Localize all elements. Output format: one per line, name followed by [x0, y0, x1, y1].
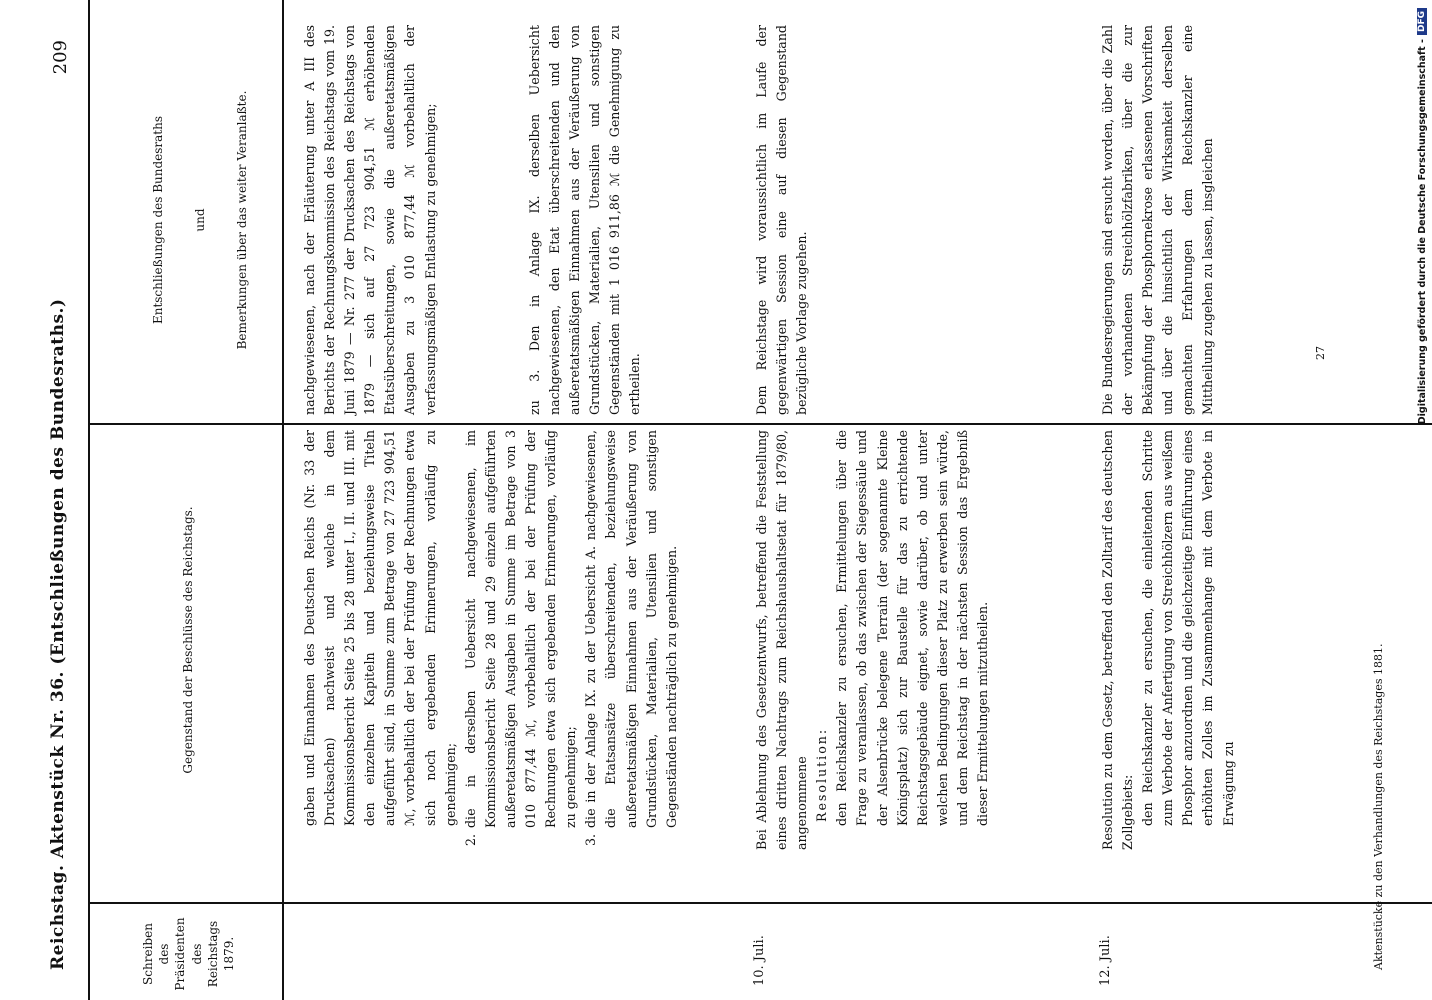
row-date-12-juli: 12. Juli. — [1098, 935, 1113, 986]
table-header-rule — [282, 0, 284, 1000]
resolution-text: den Reichskanzler zu ersuchen, Ermittelungen über die Frage zu veranlassen, ob das zwischen der Siegessäule und der Alsenbrücke belegene Terrain (der sogenannte Kleine Königsplatz) sich zur Baustelle für das zu errichtende Reichstagsgebäude eignet, sowie darüber, ob und unter welchen Bedingungen dieser Platz zu erwerben sein würde, und dem Reichstag in der nächsten Session das Ergebniß dieser Ermittelungen mitzutheilen. — [834, 430, 991, 826]
subject-item-2 — [461, 430, 582, 850]
subject-intro: Bei Ablehnung des Gesetzentwurfs, betreffend die Feststellung eines dritten Nachtrags zum Reichshaushaltsetat für 1879/80, angenommene — [754, 430, 810, 850]
subject-intro: Resolution zu dem Gesetz, betreffend den Zolltarif des deutschen Zollgebiets: — [1100, 430, 1136, 850]
item-number: 3. — [583, 834, 599, 847]
dfg-logo: DFG — [1417, 8, 1427, 35]
column-heading-subject: Gegenstand der Beschlüsse des Reichstags. — [181, 506, 195, 774]
digitization-note-inner — [1412, 8, 1432, 808]
page-number: 209 — [50, 40, 71, 75]
subject-item-3 — [581, 430, 681, 850]
row-12-juli-subject — [1098, 430, 1239, 850]
resolution-label: Resolution: — [814, 727, 830, 822]
decisions-heading-line1: Entschließungen des Bundesraths — [151, 115, 165, 325]
column-heading-decisions — [150, 25, 251, 415]
column-divider-2 — [88, 424, 1432, 426]
item-text: die in der Anlage IX. zu der Uebersicht A. nachgewiesenen, die Etatsansätze überschreitenden, beziehungsweise außeretatsmäßigen Einnahmen aus der Veräußerung von Grundstücken, Materialien, Utensilien und sonstigen Gegenständen nachträglich zu genehmigen. — [583, 430, 679, 828]
decisions-heading-line3: Bemerkungen über das weiter Veranlaßte. — [235, 90, 250, 350]
resolution-text: den Reichskanzler zu ersuchen, die einleitenden Schritte zum Verbote der Anfertigung von Streichhölzern aus weißem Phosphor anzuordnen und die gleichzeitige Einführung eines erhöhten Zolles im Zusammenhange mit dem Verbote in Erwägung zu — [1140, 430, 1236, 826]
row-continuation-decision — [300, 25, 645, 415]
row-date-10-juli: 10. Juli. — [752, 935, 767, 986]
digitization-note — [1412, 8, 1432, 808]
column-heading-date: Schreiben des Präsidenten des Reichstags 1879. — [141, 917, 236, 991]
running-header: Reichstag. Aktenstück Nr. 36. (Entschließungen des Bundesraths.) — [48, 298, 68, 970]
footer-signature-mark: 27 — [1314, 346, 1327, 360]
table-top-rule — [88, 0, 90, 1000]
footer-source: Aktenstücke zu den Verhandlungen des Reichstages 1881. — [1372, 643, 1385, 970]
digitization-note-text: Digitalisierung gefördert durch die Deutsche Forschungsgemeinschaft - — [1416, 39, 1428, 425]
item-text: die in derselben Uebersicht nachgewiesenen, im Kommissionsbericht Seite 28 und 29 einzeln aufgeführten außeretatsmäßigen Ausgaben in Summe im Betrage von 3 010 877,44 ℳ, vorbehaltlich der bei der Prüfung der Rechnungen etwa sich ergebenden Erinnerungen, vorläufig zu genehmigen; — [462, 430, 579, 828]
row-12-juli-decision: Die Bundesregierungen sind ersucht worden, über die Zahl der vorhandenen Streichhölzfabriken, über die zur Bekämpfung der Phosphornekrose erlassenen Vorschriften und über die hinsichtlich der Wirksamkeit derselben gemachten Erfahrungen dem Reichskanzler eine Mittheilung zugehen zu lassen, insgleichen — [1100, 25, 1216, 415]
decision-para-2: zu 3. Den in Anlage IX. derselben Uebersicht nachgewiesenen, den Etat überschreitenden und den außeretatsmäßigen Einnahmen aus der Veräußerung von Grundstücken, Materialien, Utensilien und sonstigen Gegenständen mit 1 016 911,86 ℳ die Genehmigung zu ertheilen. — [526, 25, 643, 415]
subject-item-1-continuation: gaben und Einnahmen des Deutschen Reichs (Nr. 33 der Drucksachen) nachweist und welche in dem Kommissionsbericht Seite 25 bis 28 unter I., II. und III. mit den einzelnen Kapiteln und beziehungsweise Titeln aufgeführt sind, in Summe zum Betrage von 27 723 904,51 ℳ, vorbehaltlich der bei der Prüfung der Rechnungen etwa sich noch ergebenden Erinnerungen, vorläufig zu genehmigen; — [302, 430, 458, 826]
row-10-juli-decision: Dem Reichstage wird voraussichtlich im Laufe der gegenwärtigen Session eine auf diesen Gegenstand bezügliche Vorlage zugehen. — [754, 25, 810, 415]
row-10-juli-subject — [752, 430, 993, 850]
row-continuation-subject — [300, 430, 682, 850]
item-number: 2. — [462, 834, 478, 847]
decisions-heading-line2: und — [193, 208, 208, 232]
decision-para-1: nachgewiesenen, nach der Erläuterung unter A III des Berichts der Rechnungskommission des Reichstags vom 19. Juni 1879 — Nr. 277 der Drucksachen des Reichstags von 1879 — sich auf 27 723 904,51 ℳ erhöhenden Etatsüberschreitungen, sowie die außeretatsmäßigen Ausgaben zu 3 010 877,44 ℳ vorbehaltlich der verfassungsmäßigen Entlastung zu genehmigen; — [302, 25, 438, 415]
